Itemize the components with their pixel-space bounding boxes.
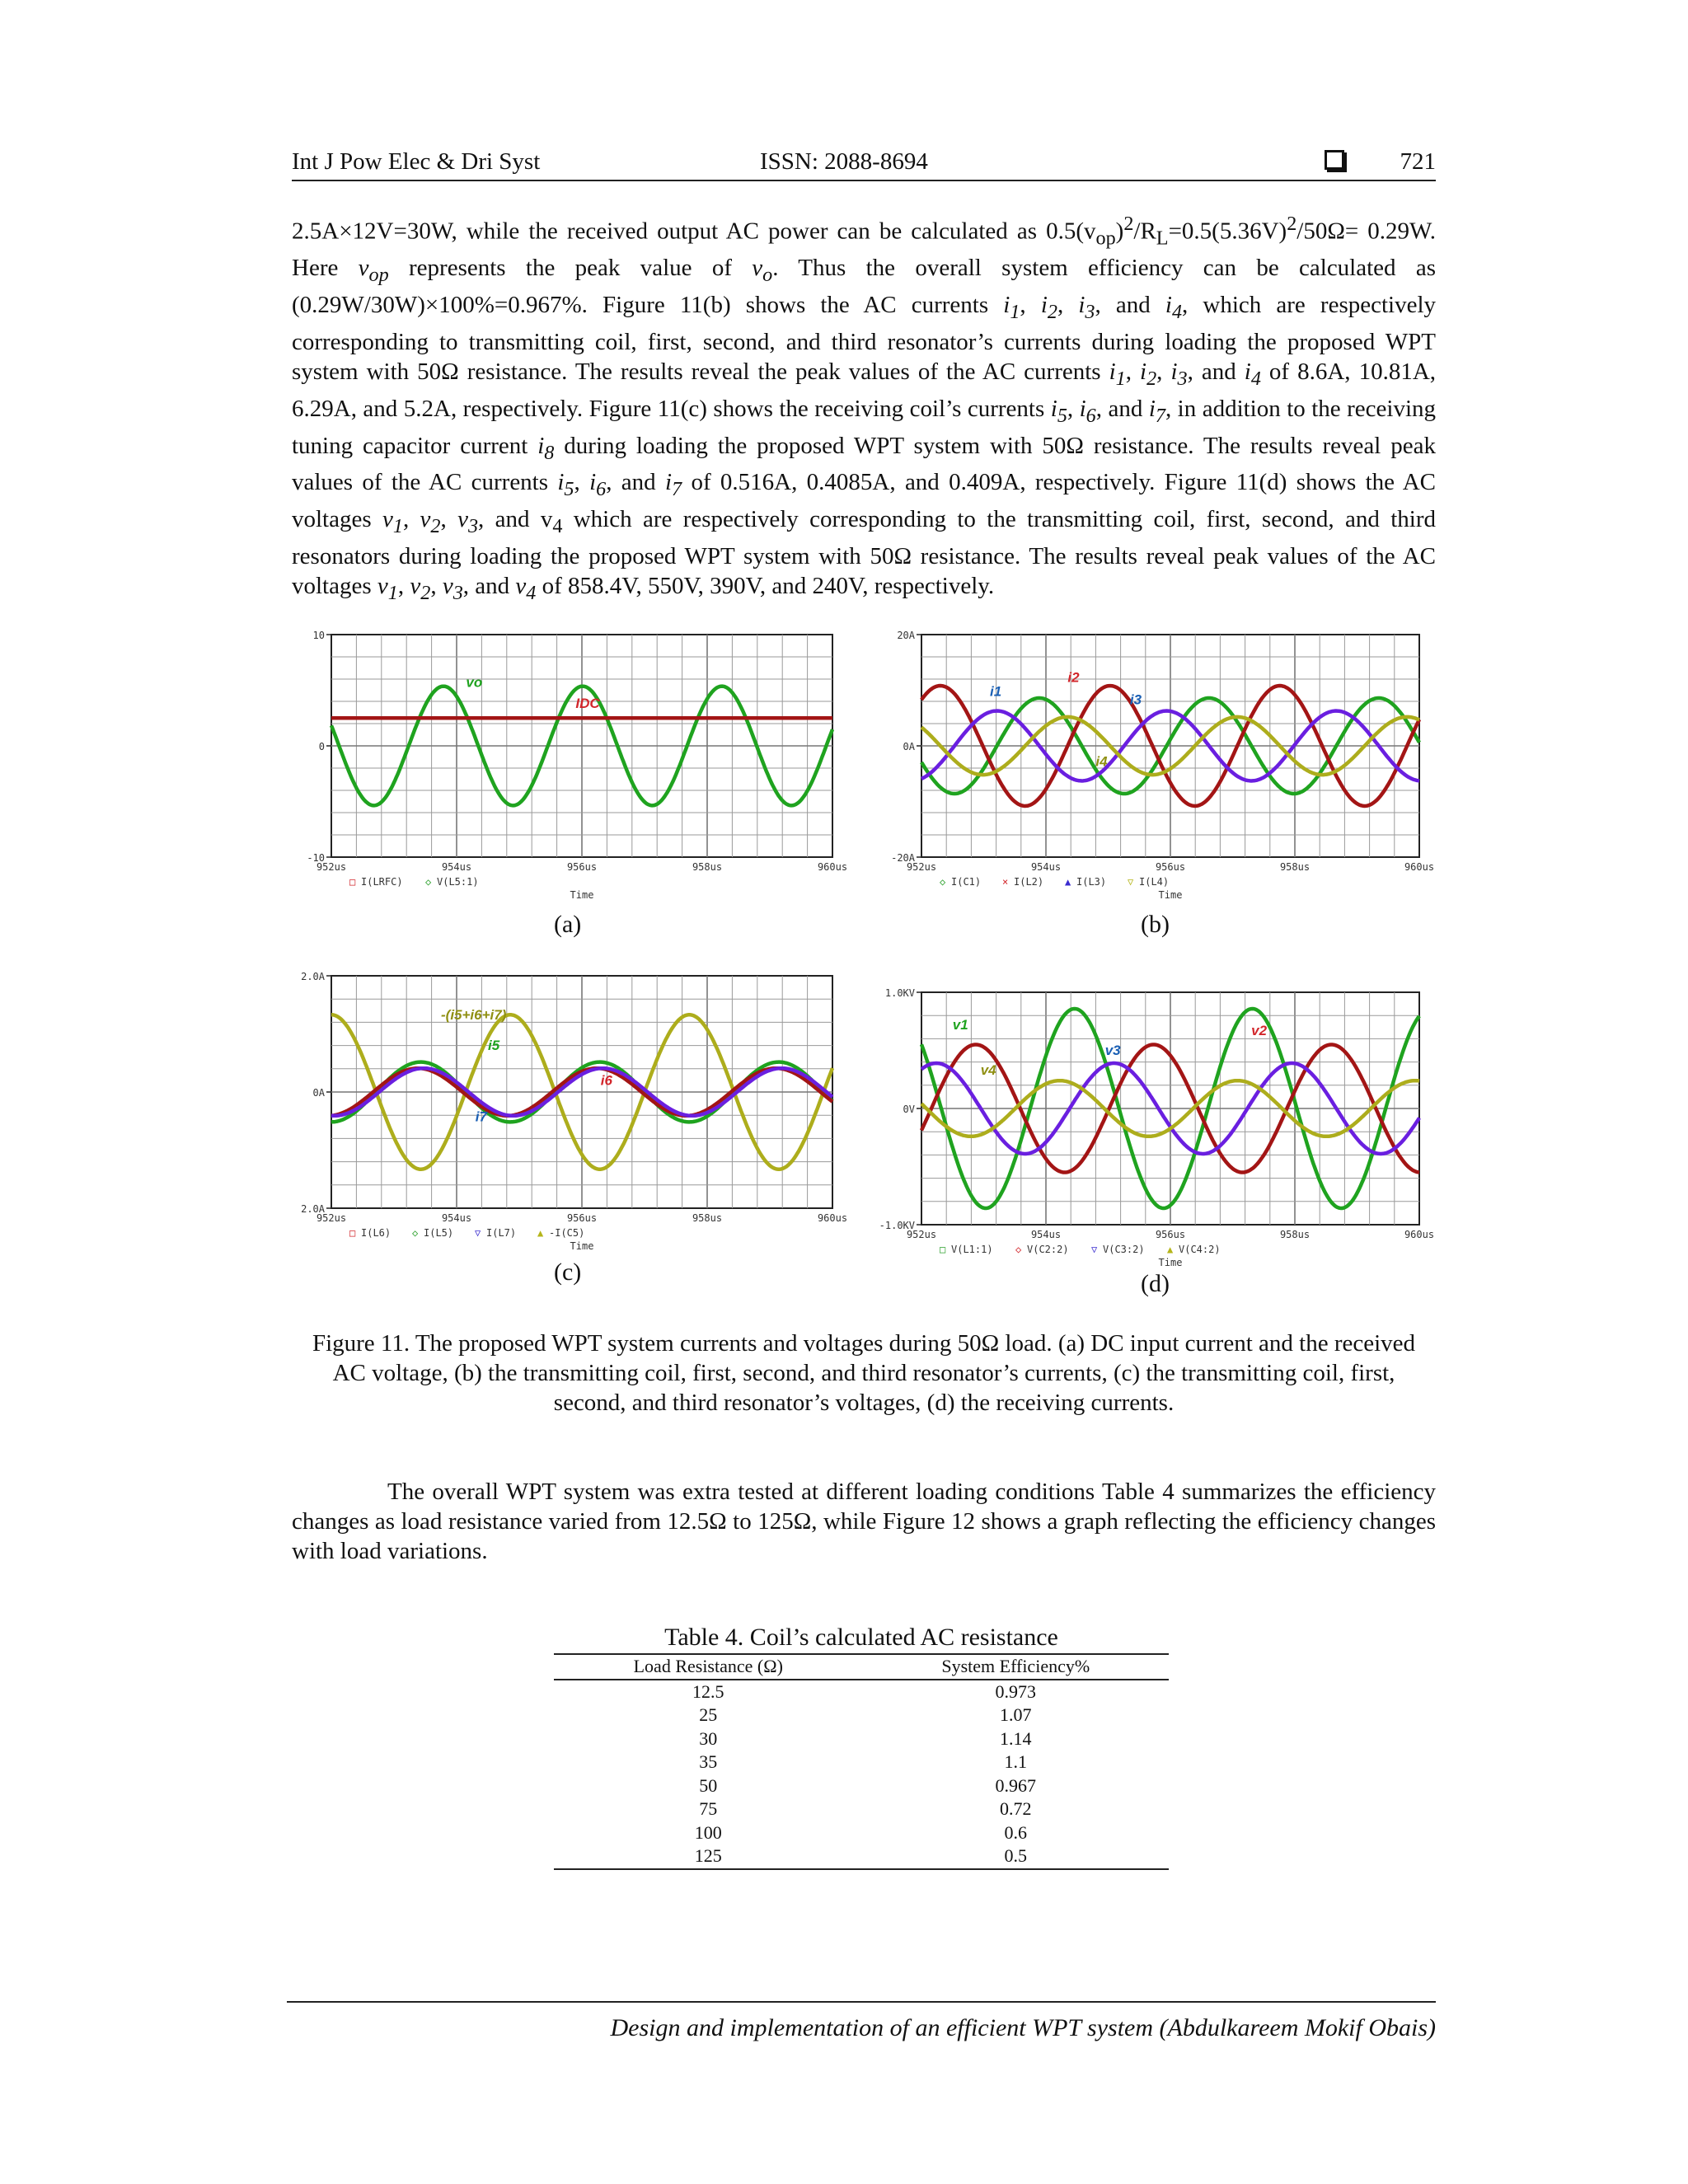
y-tick-label: 2.0A [301, 971, 325, 982]
series-annotation: IDC [575, 696, 600, 712]
page-number: 721 [1400, 148, 1436, 175]
table-row [554, 1680, 1169, 1704]
series-annotation: i1 [990, 683, 1002, 700]
x-tick-label: 960us [1404, 1229, 1435, 1240]
issn: ISSN: 2088-8694 [760, 148, 928, 175]
efficiency-cell: 0.72 [1000, 1798, 1032, 1819]
table-header-row [554, 1654, 1169, 1680]
panel-label-d: (d) [1141, 1270, 1170, 1297]
chart-panel-a [290, 625, 867, 905]
checkbox-square-icon [1325, 150, 1344, 170]
figure-caption: Figure 11. The proposed WPT system currents and voltages during 50Ω load. (a) DC input current and the received AC voltage, (b) the transmitting coil, first, second, and third resonator’s currents, (c) the transmitting coil, first, second, and third resonator’s voltages, (d) the receiving currents. [312, 1330, 1416, 1416]
series-annotation: v4 [980, 1062, 996, 1079]
legend-marker-icon: ◇ [1015, 1244, 1022, 1255]
legend-marker-icon: □ [349, 1227, 356, 1239]
table-4 [554, 1624, 1169, 1870]
y-tick-label: -20A [891, 852, 915, 864]
column-header-load: Load Resistance (Ω) [554, 1654, 863, 1680]
x-axis-label: Time [570, 889, 594, 901]
legend-label: I(L5) [424, 1227, 454, 1239]
series-annotation: i6 [600, 1072, 612, 1089]
x-tick-label: 952us [906, 861, 937, 873]
legend-label: I(L3) [1076, 876, 1107, 888]
y-tick-label: 10 [312, 630, 325, 641]
x-tick-label: 958us [1279, 861, 1311, 873]
legend-label: V(C3:2) [1103, 1244, 1145, 1255]
y-tick-label: 0A [903, 741, 915, 752]
table-row [554, 1727, 1169, 1751]
legend-marker-icon: □ [349, 876, 356, 888]
x-tick-label: 960us [817, 861, 848, 873]
x-tick-label: 952us [906, 1229, 937, 1240]
legend-marker-icon: ▽ [475, 1227, 481, 1239]
grid [921, 992, 1419, 1225]
legend-marker-icon: ◇ [425, 876, 432, 888]
body-paragraph-1: 2.5A×12V=30W, while the received output AC power can be calculated as $0.5(v_{op})^2/R_L=0.5(5.36V)^2/50\Omega= 0.29W$. Here $v_{op}$ represents the peak value of $v_o$. Thus the overall system efficiency can be calculated as (0.29W/30W)×100%=0.967%. Figure 11(b) shows the AC currents $i_1$, $i_2$, $i_3$, and $i_4$, which are respectively corresponding to transmitting coil, first, second, and third resonator’s currents during loading the proposed WPT system with 50Ω resistance. The results reveal the peak values of the AC currents $i_1$, $i_2$, $i_3$, and $i_4$ of 8.6A, 10.81A, 6.29A, and 5.2A, respectively. Figure 11(c) shows the receiving coil’s currents $i_5$, $i_6$, and $i_7$, in addition to the receiving tuning capacitor current $i_8$ during loading the proposed WPT system with 50Ω resistance. The results reveal peak values of the AC currents $i_5$, $i_6$, and $i_7$ of 0.516A, 0.4085A, and 0.409A, respectively. Figure 11(d) shows the AC voltages $v_1$, $v_2$, $v_3$, and $v_4$ which are respectively corresponding to the transmitting coil, first, second, and third resonators during loading the proposed WPT system with 50Ω resistance. The results reveal peak values of the AC voltages $v_1$, $v_2$, $v_3$, and $v_4$ of 858.4V, 550V, 390V, and 240V, respectively. [292, 213, 1437, 604]
load-cell: 35 [699, 1751, 718, 1772]
y-tick-label: 0V [903, 1104, 915, 1115]
panel-label-b: (b) [1141, 911, 1170, 938]
chart-d [880, 982, 1457, 1267]
y-tick-label: -1.0KV [879, 1220, 915, 1231]
legend-marker-icon: ▲ [1167, 1244, 1174, 1255]
table-row [554, 1821, 1169, 1845]
x-tick-label: 956us [566, 861, 598, 873]
running-footer [287, 2001, 1436, 2042]
series-annotation: i5 [488, 1038, 500, 1054]
table-title: Table 4. Coil’s calculated AC resistance [664, 1624, 1058, 1651]
panel-label-a: (a) [554, 911, 582, 938]
efficiency-cell: 0.967 [995, 1774, 1036, 1796]
footer-title: Design and implementation of an efficient WPT system (Abdulkareem Mokif Obais) [610, 2014, 1436, 2041]
series-annotation: vo [466, 674, 483, 691]
efficiency-cell: 1.1 [1004, 1751, 1027, 1772]
legend-label: V(C4:2) [1179, 1244, 1221, 1255]
load-cell: 125 [554, 1844, 863, 1869]
load-cell: 30 [699, 1727, 718, 1749]
load-cell: 50 [699, 1774, 718, 1796]
legend-label: -I(C5) [549, 1227, 585, 1239]
efficiency-table [554, 1653, 1169, 1870]
legend-marker-icon: □ [940, 1244, 946, 1255]
x-axis-label: Time [1158, 1257, 1183, 1268]
x-tick-label: 958us [1279, 1229, 1311, 1240]
y-tick-label: -10 [307, 852, 325, 864]
efficiency-cell: 1.07 [1000, 1704, 1032, 1725]
y-tick-label: 0 [318, 741, 325, 752]
legend-label: I(L4) [1139, 876, 1170, 888]
legend-label: I(L2) [1014, 876, 1044, 888]
table-row [554, 1844, 1169, 1869]
legend-marker-icon: ▲ [537, 1227, 544, 1239]
x-tick-label: 952us [316, 861, 347, 873]
y-tick-label: 20A [897, 630, 915, 641]
legend-label: I(C1) [951, 876, 982, 888]
x-tick-label: 958us [692, 1212, 723, 1224]
series-annotation: i7 [475, 1108, 487, 1125]
chart-a [290, 625, 867, 905]
x-tick-label: 960us [817, 1212, 848, 1224]
x-tick-label: 956us [1155, 861, 1186, 873]
legend-label: I(L6) [361, 1227, 392, 1239]
table-row [554, 1797, 1169, 1821]
efficiency-cell: 0.6 [1004, 1821, 1027, 1843]
journal-name: Int J Pow Elec & Dri Syst [292, 148, 541, 175]
legend-label: V(C2:2) [1027, 1244, 1069, 1255]
series-annotation: i4 [1095, 753, 1108, 770]
x-tick-label: 958us [692, 861, 723, 873]
x-tick-label: 956us [1155, 1229, 1186, 1240]
x-tick-label: 954us [1030, 1229, 1062, 1240]
legend-marker-icon: × [1002, 876, 1009, 888]
y-tick-label: 1.0KV [884, 987, 915, 999]
legend-marker-icon: ▽ [1091, 1244, 1098, 1255]
legend-label: V(L5:1) [437, 876, 479, 888]
load-cell: 25 [699, 1704, 718, 1725]
table-row [554, 1750, 1169, 1774]
load-cell: 75 [699, 1798, 718, 1819]
legend-marker-icon: ◇ [412, 1227, 419, 1239]
x-tick-label: 956us [566, 1212, 598, 1224]
legend-label: V(L1:1) [951, 1244, 993, 1255]
series-annotation: v3 [1104, 1043, 1121, 1059]
x-tick-label: 952us [316, 1212, 347, 1224]
chart-c [290, 964, 867, 1253]
efficiency-cell: 0.5 [863, 1844, 1169, 1869]
column-header-efficiency: System Efficiency% [863, 1654, 1169, 1680]
load-cell: 100 [694, 1821, 722, 1843]
chart-panel-b [880, 625, 1457, 905]
y-tick-label: 2.0A [301, 1203, 325, 1215]
x-tick-label: 960us [1404, 861, 1435, 873]
legend-marker-icon: ◇ [940, 876, 946, 888]
y-tick-label: 0A [312, 1087, 325, 1099]
chart-panel-d [880, 982, 1457, 1267]
x-tick-label: 954us [441, 861, 472, 873]
series-annotation: i2 [1067, 669, 1080, 686]
chart-panel-c [290, 964, 867, 1253]
x-tick-label: 954us [441, 1212, 472, 1224]
efficiency-cell: 0.973 [995, 1680, 1036, 1702]
running-header [292, 147, 1436, 181]
x-tick-label: 954us [1030, 861, 1062, 873]
x-axis-label: Time [570, 1240, 594, 1252]
series-annotation: i3 [1129, 691, 1142, 708]
load-cell: 12.5 [692, 1680, 724, 1702]
table-row [554, 1704, 1169, 1727]
legend-marker-icon: ▲ [1065, 876, 1071, 888]
efficiency-cell: 1.14 [1000, 1727, 1032, 1749]
legend-marker-icon: ▽ [1128, 876, 1134, 888]
panel-label-c: (c) [554, 1258, 582, 1286]
table-row [554, 1774, 1169, 1798]
body-paragraph-2: The overall WPT system was extra tested at different loading conditions Table 4 summarizes the efficiency changes as load resistance varied from 12.5Ω to 125Ω, while Figure 12 shows a graph reflecting the efficiency changes with load variations. [292, 1479, 1436, 1564]
series-annotation: v2 [1251, 1023, 1268, 1039]
x-axis-label: Time [1158, 889, 1183, 901]
series-annotation: v1 [952, 1017, 968, 1033]
chart-b [880, 625, 1457, 905]
series-annotation: -(i5+i6+i7) [441, 1006, 507, 1023]
grid [331, 976, 832, 1208]
legend-label: I(LRFC) [361, 876, 403, 888]
legend-label: I(L7) [486, 1227, 517, 1239]
